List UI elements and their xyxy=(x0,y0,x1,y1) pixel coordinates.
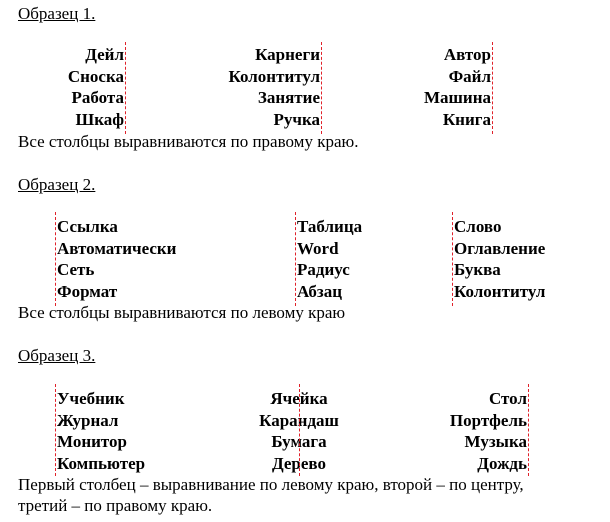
word: Слово xyxy=(454,217,502,236)
word: Ручка xyxy=(273,109,320,129)
word: Дейл xyxy=(85,45,124,64)
word: Колонтитул xyxy=(454,281,546,301)
word: Таблица xyxy=(297,217,363,236)
center-tab-stop-marker xyxy=(299,384,300,476)
word: Книга xyxy=(442,109,491,129)
right-tab-stop-marker xyxy=(321,42,322,134)
word: Автор xyxy=(443,45,491,64)
word: Карандаш xyxy=(259,410,339,430)
right-tab-stop-marker xyxy=(125,42,126,134)
sample1-note: Все столбцы выравниваются по правому краю. xyxy=(18,132,359,151)
sample2-note: Все столбцы выравниваются по левому краю xyxy=(18,303,346,322)
left-tab-stop-marker xyxy=(55,384,56,476)
word: Радиус xyxy=(297,260,350,279)
sample1-column2 xyxy=(190,44,320,130)
word: Стол xyxy=(489,389,527,408)
word: Бумага xyxy=(271,432,327,451)
sample1-column3 xyxy=(380,44,491,130)
word: Дерево xyxy=(271,453,326,473)
word: Занятие xyxy=(257,88,320,107)
right-tab-stop-marker xyxy=(492,42,493,134)
sample2-title: Образец 2. xyxy=(18,175,96,194)
word: Монитор xyxy=(57,432,127,451)
word: Колонтитул xyxy=(228,66,320,86)
word: Журнал xyxy=(57,410,119,430)
sample2-column2 xyxy=(297,216,362,302)
sample1-column1 xyxy=(40,44,124,130)
word: Портфель xyxy=(449,410,527,430)
word: Шкаф xyxy=(75,109,124,129)
word: Учебник xyxy=(57,389,125,408)
sample3-column1 xyxy=(57,388,145,474)
word: Автоматически xyxy=(57,238,177,258)
left-tab-stop-marker xyxy=(55,212,56,306)
sample3-column3 xyxy=(420,388,527,474)
word: Формат xyxy=(57,281,118,301)
word: Ячейка xyxy=(270,389,328,408)
word: Сноска xyxy=(67,66,124,86)
word: Ссылка xyxy=(57,217,118,236)
word: Машина xyxy=(424,88,491,107)
word: Абзац xyxy=(297,281,343,301)
word: Дождь xyxy=(477,453,527,473)
word: Сеть xyxy=(57,260,95,279)
word: Музыка xyxy=(464,432,527,451)
word: Оглавление xyxy=(454,238,546,258)
right-tab-stop-marker xyxy=(528,384,529,476)
word: Word xyxy=(297,238,339,258)
sample3-note-line1: Первый столбец – выравнивание по левому краю, второй – по центру, xyxy=(18,475,524,494)
left-tab-stop-marker xyxy=(295,212,296,306)
word: Компьютер xyxy=(57,453,146,473)
sample2-column3 xyxy=(454,216,545,302)
word: Буква xyxy=(454,260,501,279)
sample3-title: Образец 3. xyxy=(18,346,96,365)
sample1-title: Образец 1. xyxy=(18,4,96,23)
word: Работа xyxy=(71,88,124,107)
word: Карнеги xyxy=(255,45,320,64)
sample3-note-line2: третий – по правому краю. xyxy=(18,496,213,515)
left-tab-stop-marker xyxy=(452,212,453,306)
sample2-column1 xyxy=(57,216,176,302)
word: Файл xyxy=(448,66,491,86)
